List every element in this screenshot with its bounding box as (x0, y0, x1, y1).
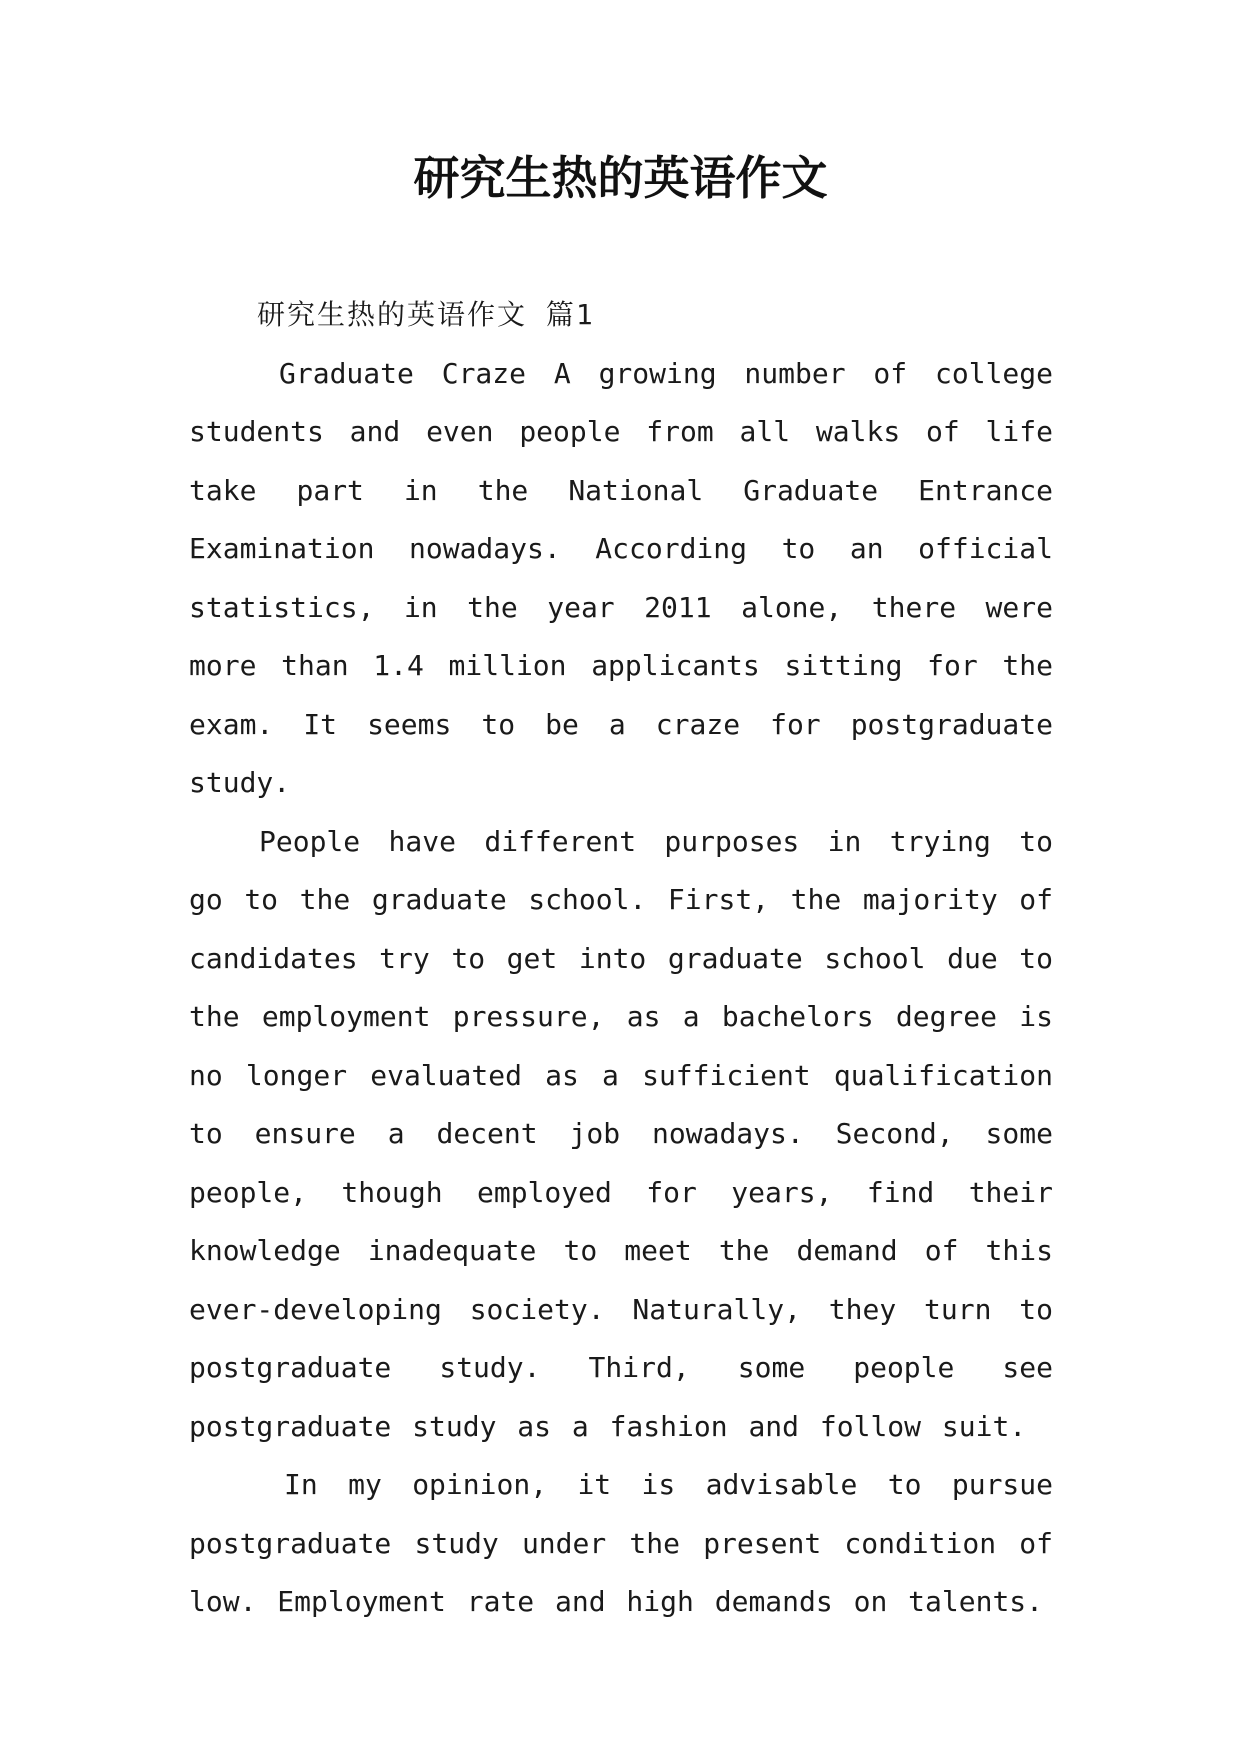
paragraph-2: People have different purposes in trying to go to the graduate school. First, the majority of candidates try to get into graduate school due to the employment pressure, as a bachelors degree is no longer evaluated as a sufficient qualification to ensure a decent job nowadays. Second, some people, though employed for years, find their knowledge inadequate to meet the demand of this ever-developing society. Naturally, they turn to postgraduate study. Third, some people see postgraduate study as a fashion and follow suit. (189, 824, 1053, 1443)
paragraph-3: In my opinion, it is advisable to pursue postgraduate study under the present condition of low. Employment rate and high demands on talents. (189, 1468, 1053, 1618)
paragraph-1: Graduate Craze A growing number of college students and even people from all walks of life take part in the National Graduate Entrance Examination nowadays. According to an official statistics, in the year 2011 alone, there were more than 1.4 million applicants sitting for the exam. It seems to be a craze for postgraduate study. (189, 356, 1053, 799)
document-body (189, 286, 1053, 1632)
document-title: 研究生热的英语作文 (413, 151, 828, 205)
section-heading: 研究生热的英语作文 篇1 (257, 298, 595, 331)
